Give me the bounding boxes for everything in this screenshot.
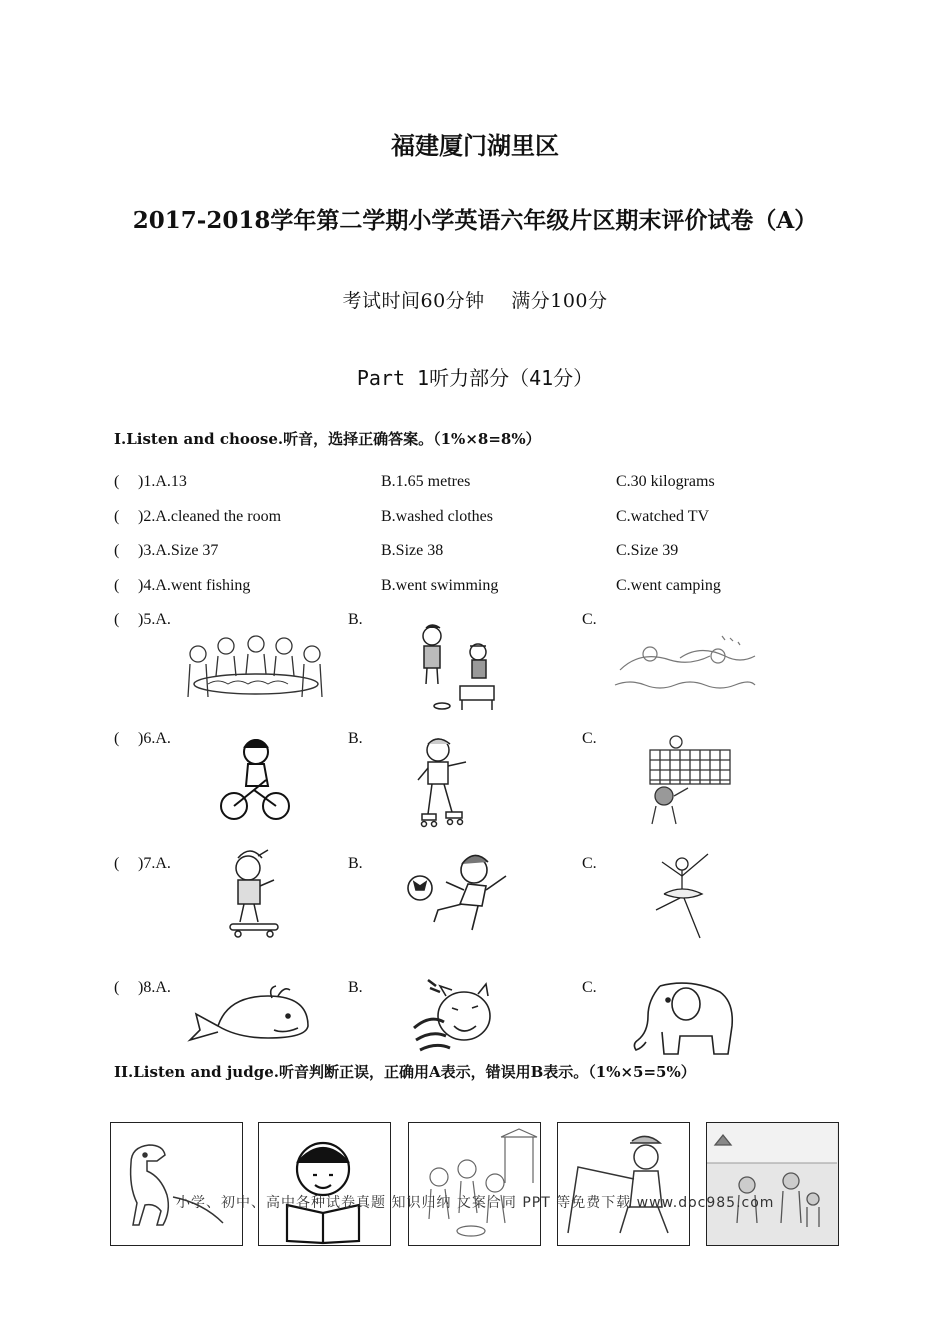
q1-a: ( )1.A.13 <box>114 473 187 490</box>
tiger-illustration <box>406 978 502 1058</box>
section2-heading: II.Listen and judge.听音判断正误，正确用A表示，错误用B表示。（1%×5=5%） <box>114 1063 696 1081</box>
elephant-illustration <box>630 976 738 1060</box>
q1-c: C.30 kilograms <box>616 473 715 490</box>
family-dinner-illustration <box>178 632 333 707</box>
q4-a: ( )4.A.went fishing <box>114 577 251 594</box>
q1-b: B.1.65 metres <box>381 473 471 490</box>
part-title: Part 1听力部分（41分） <box>356 366 594 390</box>
section1-heading: I.Listen and choose.听音，选择正确答案。（1%×8=8%） <box>114 430 541 448</box>
badminton-illustration <box>640 736 736 828</box>
q5-c-label: C. <box>582 611 597 628</box>
q6-a-label: ( )6.A. <box>114 730 171 747</box>
q3-a: ( )3.A.Size 37 <box>114 542 219 559</box>
q5-a-label: ( )5.A. <box>114 611 171 628</box>
beach-family-illustration <box>707 1123 837 1243</box>
q7-c-label: C. <box>582 855 597 872</box>
region-title: 福建厦门湖里区 <box>391 131 559 160</box>
ballerina-illustration <box>650 848 722 944</box>
cycling-boy-illustration <box>218 734 290 824</box>
kids-watching-illustration <box>412 622 502 712</box>
judge-picture-2 <box>258 1122 391 1246</box>
q8-a-label: ( )8.A. <box>114 979 171 996</box>
q5-b-label: B. <box>348 611 363 628</box>
judge-picture-5 <box>706 1122 839 1246</box>
q6-b-label: B. <box>348 730 363 747</box>
park-children-illustration <box>409 1123 539 1243</box>
judge-picture-4 <box>557 1122 690 1246</box>
full-score: 满分100分 <box>511 290 608 312</box>
q7-a-label: ( )7.A. <box>114 855 171 872</box>
q3-b: B.Size 38 <box>381 542 444 559</box>
q8-b-label: B. <box>348 979 363 996</box>
judge-picture-3 <box>408 1122 541 1246</box>
footer-watermark: 小学、初中、高中各种试卷真题 知识归纳 文案合同 PPT 等免费下载 www.doc985.com <box>176 1195 775 1211</box>
soccer-boy-illustration <box>402 850 514 936</box>
q2-b: B.washed clothes <box>381 508 493 525</box>
exam-info <box>0 286 950 313</box>
q6-c-label: C. <box>582 730 597 747</box>
whale-illustration <box>188 986 318 1044</box>
exam-title: 2017-2018学年第二学期小学英语六年级片区期末评价试卷（A） <box>132 207 818 234</box>
exam-time: 考试时间60分钟 <box>342 290 485 312</box>
rollerskating-boy-illustration <box>412 734 472 830</box>
dinosaur-illustration <box>111 1123 241 1243</box>
swimming-illustration <box>610 630 760 700</box>
reading-boy-illustration <box>259 1123 389 1243</box>
q8-c-label: C. <box>582 979 597 996</box>
fishing-man-illustration <box>558 1123 688 1243</box>
q3-c: C.Size 39 <box>616 542 679 559</box>
judge-picture-1 <box>110 1122 243 1246</box>
q2-c: C.watched TV <box>616 508 710 525</box>
q7-b-label: B. <box>348 855 363 872</box>
q4-c: C.went camping <box>616 577 721 594</box>
skateboarding-kid-illustration <box>222 850 286 940</box>
q4-b: B.went swimming <box>381 577 499 594</box>
q2-a: ( )2.A.cleaned the room <box>114 508 282 525</box>
